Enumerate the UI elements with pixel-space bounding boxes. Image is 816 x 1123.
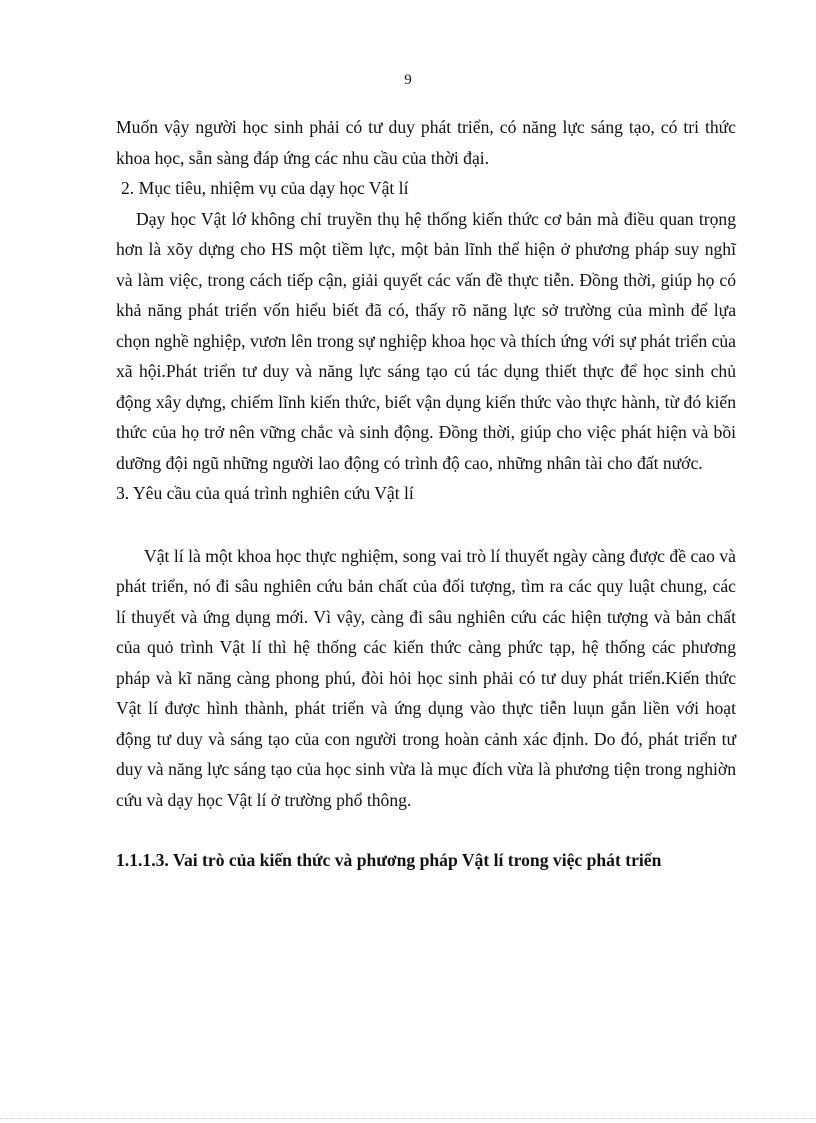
section-heading: 1.1.1.3. Vai trò của kiến thức và phương pháp Vật lí trong việc phát triển (116, 850, 662, 870)
page-number: 9 (404, 72, 412, 88)
spacer (116, 509, 736, 541)
page-bottom-divider (0, 1118, 816, 1120)
paragraph-goals: Dạy học Vật lớ không chỉ truyền thụ hệ thống kiến thức cơ bản mà điều quan trọng hơn là xõy dựng cho HS một tiềm lực, một bản lĩnh thể hiện ở phương pháp suy nghĩ và làm việc, trong cách tiếp cận, giải quyết các vấn đề thực tiễn. Đồng thời, giúp họ có khả năng phát triển vốn hiểu biết đã có, thấy rõ năng lực sở trường của mình để lựa chọn nghề nghiệp, vươn lên trong sự nghiệp khoa học và thích ứng với sự phát triển của xã hội.Phát triển tư duy và năng lực sáng tạo cú tác dụng thiết thực để học sinh chủ động xây dựng, chiếm lĩnh kiến thức, biết vận dụng kiến thức vào thực hành, từ đó kiến thức của họ trở nên vững chắc và sinh động. Đồng thời, giúp cho việc phát hiện và bồi dưỡng đội ngũ những người lao động có trình độ cao, những nhân tài cho đất nước. (116, 208, 736, 473)
document-body (116, 112, 736, 876)
heading-goals: 2. Mục tiêu, nhiệm vụ của dạy học Vật lí (121, 178, 409, 198)
paragraph-intro: Muốn vậy người học sinh phải có tư duy phát triển, có năng lực sáng tạo, có tri thức khoa học, sẵn sàng đáp ứng các nhu cầu của thời đại. (116, 117, 736, 168)
paragraph-requirements: Vật lí là một khoa học thực nghiệm, song vai trò lí thuyết ngày càng được đề cao và phát triển, nó đi sâu nghiên cứu bản chất của đối tượng, tìm ra các quy luật chung, các lí thuyết và ứng dụng mới. Vì vậy, càng đi sâu nghiên cứu các hiện tượng và bản chất của quỏ trình Vật lí thì hệ thống các kiến thức càng phức tạp, hệ thống các phương pháp và kĩ năng càng phong phú, đòi hỏi học sinh phải có tư duy phát triển.Kiến thức Vật lí được hình thành, phát triển và ứng dụng vào thực tiễn luụn gắn liền với hoạt động tư duy và sáng tạo của con người trong hoàn cảnh xác định. Do đó, phát triển tư duy và năng lực sáng tạo của học sinh vừa là mục đích vừa là phương tiện trong nghiờn cứu và dạy học Vật lí ở trường phổ thông. (116, 545, 736, 810)
heading-requirements: 3. Yêu cầu của quá trình nghiên cứu Vật lí (116, 483, 414, 503)
spacer (116, 815, 736, 845)
